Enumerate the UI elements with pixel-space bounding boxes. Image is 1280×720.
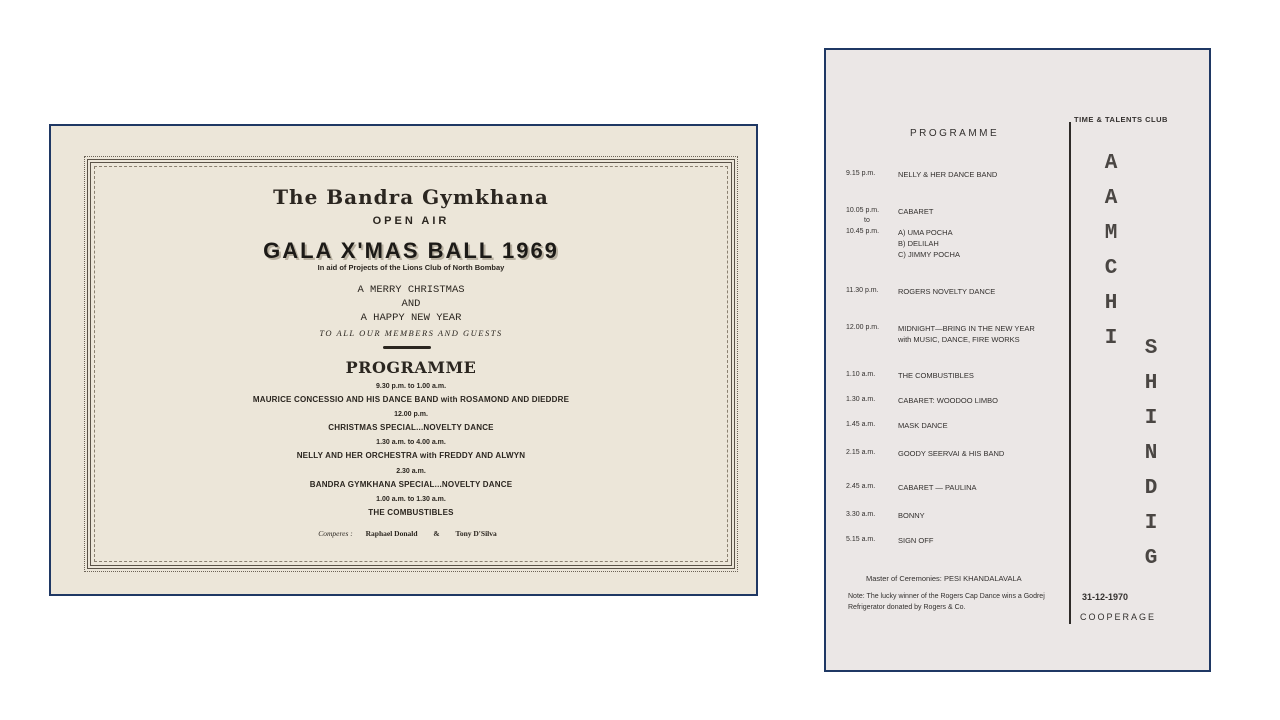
master-of-ceremonies: Master of Ceremonies: PESI KHANDALAVALA xyxy=(866,574,1022,583)
programme-act: MIDNIGHT—BRING IN THE NEW YEAR xyxy=(898,324,1035,333)
aamchi-shindig-card xyxy=(824,48,1211,672)
programme-act: A) UMA POCHA xyxy=(898,228,953,237)
title-letter: H xyxy=(1104,292,1118,315)
programme-time: 1.10 a.m. xyxy=(846,371,876,378)
programme-act: NELLY & HER DANCE BAND xyxy=(898,170,998,179)
programme-act: NELLY AND HER ORCHESTRA with FREDDY AND ALWYN xyxy=(296,451,526,460)
title-letter: I xyxy=(1104,327,1118,350)
programme-time: to xyxy=(864,217,870,224)
programme-time: 10.05 p.m. xyxy=(846,207,880,214)
programme-time: 1.45 a.m. xyxy=(846,421,876,428)
title-letter: N xyxy=(1144,442,1158,465)
club-name: TIME & TALENTS CLUB xyxy=(1074,115,1168,124)
programme-time: 3.30 a.m. xyxy=(846,511,876,518)
ampersand: & xyxy=(433,529,440,538)
programme-time: 2.30 a.m. xyxy=(396,468,426,475)
title-letter: D xyxy=(1144,477,1158,500)
event-date: 31-12-1970 xyxy=(1082,592,1129,602)
programme-act: B) DELILAH xyxy=(898,239,939,248)
programme-act: THE COMBUSTIBLES xyxy=(368,508,454,517)
programme-time: 2.15 a.m. xyxy=(846,449,876,456)
greeting-line-3: A HAPPY NEW YEAR xyxy=(360,312,462,324)
note: Note: The lucky winner of the Rogers Cap Dance wins a Godrej Refrigerator donated by Rogers & Co. xyxy=(848,593,1045,611)
programme-time: 1.00 a.m. to 1.30 a.m. xyxy=(376,496,446,503)
programme-act: GOODY SEERVAI & HIS BAND xyxy=(898,449,1005,458)
vertical-divider xyxy=(1069,122,1071,624)
title-letter: A xyxy=(1104,152,1118,175)
programme-act: MASK DANCE xyxy=(898,421,948,430)
programme-act: CABARET xyxy=(898,207,934,216)
programme-act: SIGN OFF xyxy=(898,536,934,545)
programme-time: 11.30 p.m. xyxy=(846,287,879,294)
title-letter: G xyxy=(1144,547,1158,570)
club-title: The Bandra Gymkhana xyxy=(273,185,549,209)
programme-act: CABARET — PAULINA xyxy=(898,483,977,492)
compere-name: Tony D'Silva xyxy=(455,529,497,538)
title-letter: M xyxy=(1104,222,1118,245)
programme-time: 1.30 a.m. to 4.00 a.m. xyxy=(376,439,446,446)
venue: COOPERAGE xyxy=(1080,612,1157,622)
programme-act: BONNY xyxy=(898,511,925,520)
divider-ornament xyxy=(383,346,431,349)
comperes-label: Comperes : xyxy=(318,529,353,538)
programme-time: 12.00 p.m. xyxy=(846,324,880,331)
greeting-line-4: TO ALL OUR MEMBERS AND GUESTS xyxy=(319,328,503,338)
programme-time: 5.15 a.m. xyxy=(846,536,876,543)
programme-act: CHRISTMAS SPECIAL...NOVELTY DANCE xyxy=(328,423,494,432)
aid-line: In aid of Projects of the Lions Club of North Bombay xyxy=(317,263,505,272)
event-title: GALA X'MAS BALL 1969 xyxy=(263,238,559,263)
title-letter: S xyxy=(1144,337,1158,360)
programme-heading: PROGRAMME xyxy=(345,358,477,377)
programme-act: MAURICE CONCESSIO AND HIS DANCE BAND with ROSAMOND AND DIEDDRE xyxy=(252,395,570,404)
title-letter: A xyxy=(1104,187,1118,210)
title-letter: C xyxy=(1104,257,1118,280)
programme-act: CABARET: WOODOO LIMBO xyxy=(898,396,999,405)
programme-heading: PROGRAMME xyxy=(910,128,1000,139)
programme-time: 12.00 p.m. xyxy=(394,411,428,418)
programme-act: ROGERS NOVELTY DANCE xyxy=(898,287,996,296)
programme-act: THE COMBUSTIBLES xyxy=(898,371,974,380)
greeting-line-1: A MERRY CHRISTMAS xyxy=(357,284,465,296)
programme-act: BANDRA GYMKHANA SPECIAL...NOVELTY DANCE xyxy=(309,480,513,489)
compere-name: Raphael Donald xyxy=(365,529,418,538)
greeting-line-2: AND xyxy=(401,298,421,310)
title-letter: H xyxy=(1144,372,1158,395)
programme-time: 2.45 a.m. xyxy=(846,483,876,490)
programme-act: C) JIMMY POCHA xyxy=(898,250,960,259)
comperes-line xyxy=(87,529,735,538)
title-letter: I xyxy=(1144,512,1158,535)
programme-time: 9.30 p.m. to 1.00 a.m. xyxy=(375,383,447,390)
title-letter: I xyxy=(1144,407,1158,430)
programme-time: 10.45 p.m. xyxy=(846,228,880,235)
programme-time: 9.15 p.m. xyxy=(846,170,876,177)
gala-ball-card xyxy=(49,124,758,596)
open-air-label: OPEN AIR xyxy=(372,215,450,227)
programme-act: with MUSIC, DANCE, FIRE WORKS xyxy=(898,335,1020,344)
programme-time: 1.30 a.m. xyxy=(846,396,876,403)
